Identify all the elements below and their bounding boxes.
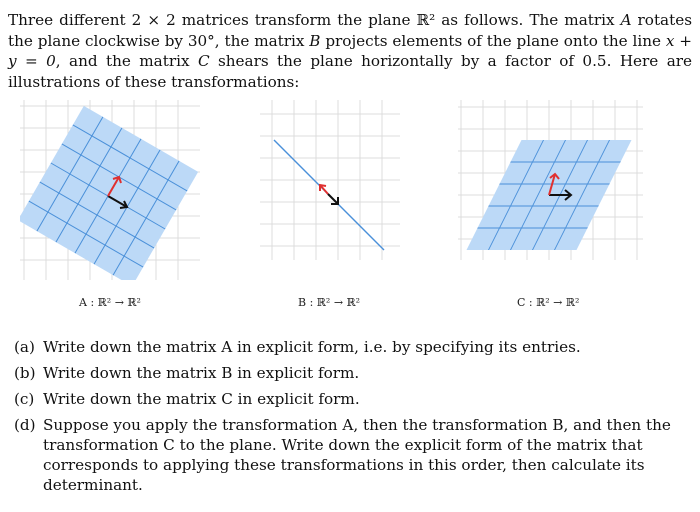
matrix-a-symbol: A: [620, 11, 632, 29]
intro-text: . Here are illustrations of these transformations:: [8, 52, 693, 91]
intro-text: rotates the plane clockwise by: [8, 11, 692, 50]
question-text: Suppose you apply the transformation A, then the transformation B, and then the transformation C to the plane. Write down the explicit form of the matrix that corresponds to applying these transformations in this order, then calculate its determinant.: [43, 416, 671, 494]
caption-b: B : ℝ² → ℝ²: [298, 296, 361, 309]
basis-vector-e2: [320, 185, 328, 194]
projection-line-equation: x + y = 0: [8, 31, 693, 70]
question-text: Write down the matrix B in explicit form.: [43, 364, 360, 382]
figure-projection-b: [260, 100, 400, 260]
intro-text: projects elements of the plane onto the line: [320, 31, 666, 50]
rotation-angle: 30°: [187, 31, 215, 50]
question-text: Write down the matrix A in explicit form, i.e. by specifying its entries.: [43, 338, 581, 356]
intro-text: Three different: [8, 11, 132, 29]
question-label: (b): [14, 364, 36, 382]
question-list: [14, 337, 674, 501]
shear-factor: 0.5: [582, 52, 607, 70]
question-label: (d): [14, 416, 36, 434]
matrix-b-symbol: B: [309, 31, 321, 50]
figure-row: [0, 100, 700, 315]
matrix-c-symbol: C: [197, 52, 210, 70]
question-text: Write down the matrix C in explicit form.: [43, 390, 360, 408]
caption-a: A : ℝ² → ℝ²: [79, 296, 141, 309]
caption-c: C : ℝ² → ℝ²: [517, 296, 580, 309]
figure-rotation-a: [20, 100, 200, 280]
intro-text: shears the plane horizontally by a factor of: [209, 52, 583, 70]
figure-shear-c: [458, 100, 643, 260]
intro-text: matrices transform the plane: [175, 11, 417, 29]
matrix-dims: 2 × 2: [131, 11, 176, 29]
question-item: [14, 337, 674, 357]
intro-text: , and the matrix: [55, 52, 198, 70]
intro-text: , the matrix: [214, 31, 310, 50]
question-item: [14, 363, 674, 383]
background-grid: [260, 100, 400, 260]
question-item: [14, 415, 674, 495]
intro-paragraph: [8, 10, 692, 92]
intro-text: as follows. The matrix: [435, 11, 621, 29]
plane-symbol: ℝ²: [416, 11, 436, 29]
question-label: (a): [14, 338, 35, 356]
question-item: [14, 389, 674, 409]
question-label: (c): [14, 390, 35, 408]
